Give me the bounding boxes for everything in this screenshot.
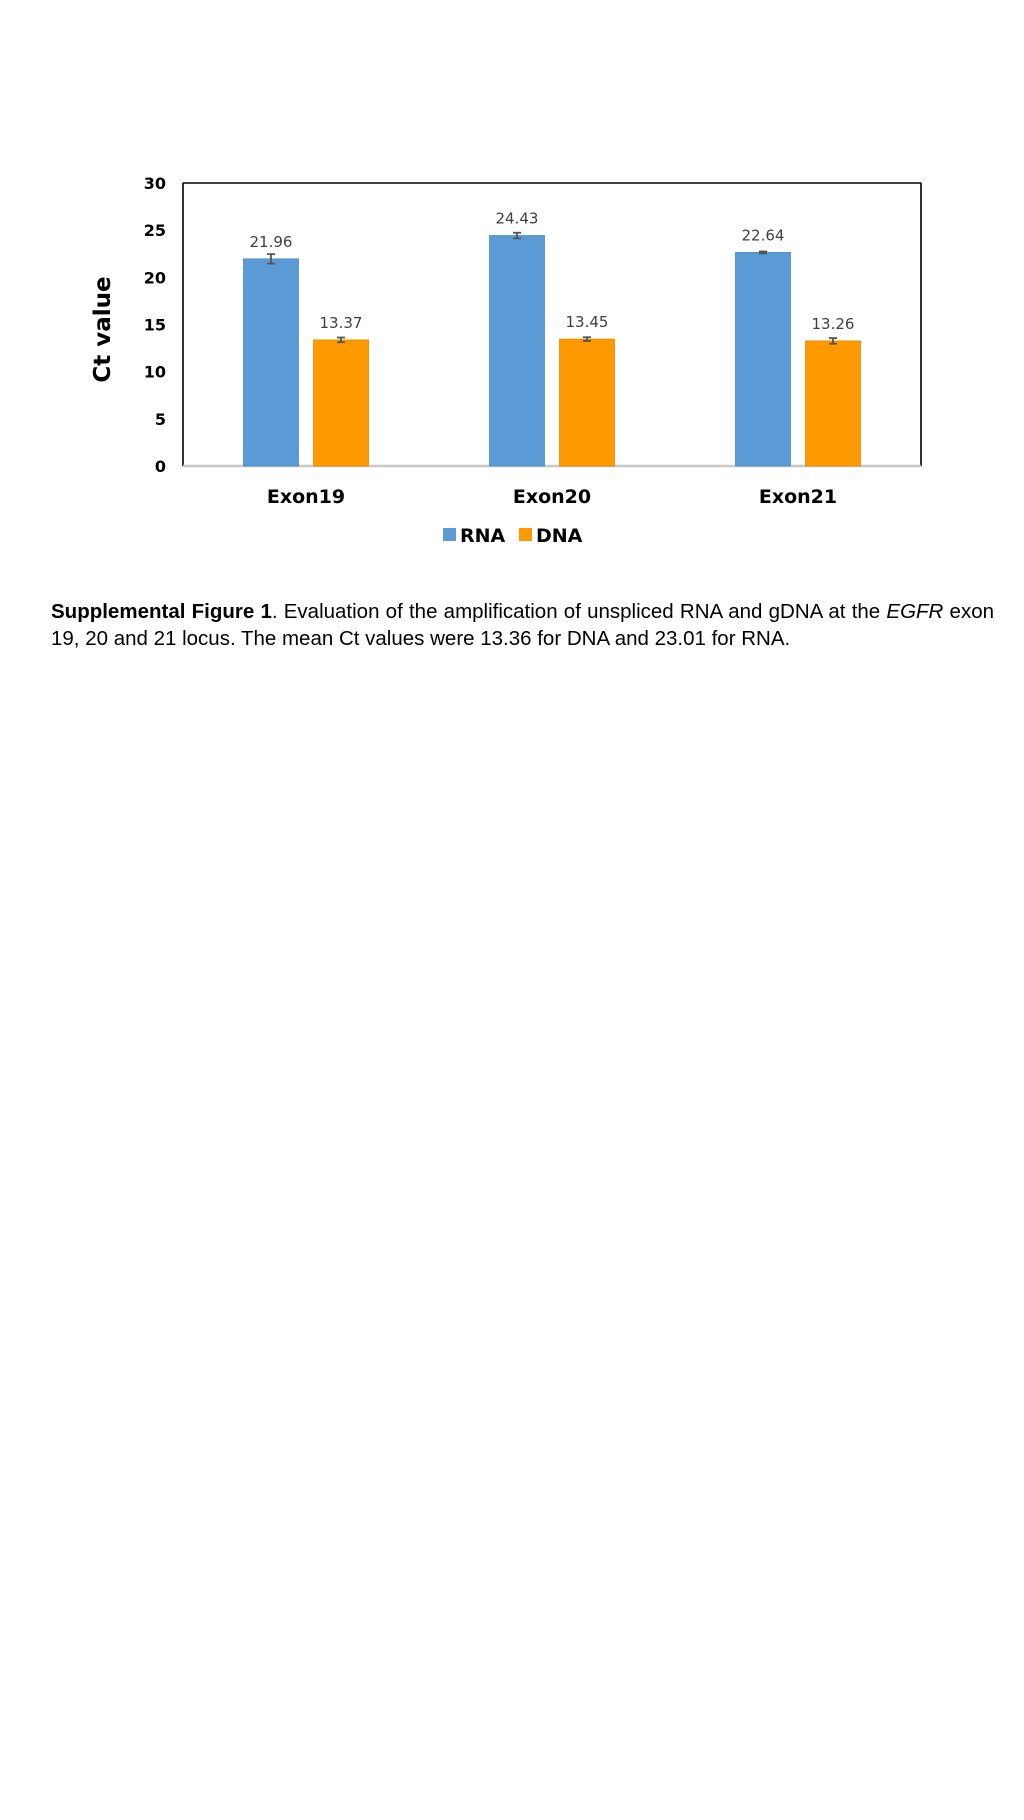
bar-dna-exon20 <box>560 339 615 466</box>
x-tick-label: Exon19 <box>266 486 346 508</box>
y-tick-label: 5 <box>154 409 166 429</box>
bar-rna-exon20 <box>490 236 545 466</box>
legend-swatch-dna <box>519 528 532 541</box>
legend-swatch-rna <box>443 528 456 541</box>
data-label-dna-exon20: 13.45 <box>565 313 609 332</box>
data-label-rna-exon19: 21.96 <box>249 232 293 251</box>
data-label-rna-exon21: 22.64 <box>741 226 785 245</box>
legend <box>443 525 583 547</box>
data-label-dna-exon21: 13.26 <box>811 314 855 333</box>
y-axis <box>144 174 166 476</box>
data-label-dna-exon19: 13.37 <box>319 313 363 332</box>
y-tick-label: 25 <box>143 221 166 241</box>
data-label-rna-exon20: 24.43 <box>495 209 539 228</box>
bar-dna-exon21 <box>806 341 861 466</box>
y-axis-title: Ct value <box>90 276 116 383</box>
y-tick-label: 30 <box>143 174 166 193</box>
caption-label: Supplemental Figure 1 <box>51 600 272 623</box>
bar-rna-exon21 <box>736 252 791 466</box>
y-tick-label: 10 <box>143 362 166 382</box>
bar-dna-exon19 <box>314 340 369 466</box>
legend-label-rna: RNA <box>460 525 506 547</box>
x-tick-label: Exon21 <box>758 486 838 508</box>
y-tick-label: 20 <box>143 268 166 288</box>
caption-gene-name: EGFR <box>886 600 944 623</box>
y-tick-label: 0 <box>154 457 166 476</box>
x-tick-label: Exon20 <box>512 486 592 508</box>
bar-rna-exon19 <box>244 259 299 466</box>
bar-chart <box>0 0 1024 580</box>
caption-text-part1: . Evaluation of the amplification of unspliced RNA and gDNA at the <box>271 600 887 623</box>
bars <box>244 233 861 466</box>
figure-caption <box>51 598 994 652</box>
x-axis <box>267 486 837 508</box>
legend-label-dna: DNA <box>536 525 583 547</box>
y-tick-label: 15 <box>143 315 166 335</box>
caption-text-part2: exon 19, 20 and 21 locus. The mean Ct values were 13.36 for DNA and 23.01 for RNA. <box>51 600 994 650</box>
